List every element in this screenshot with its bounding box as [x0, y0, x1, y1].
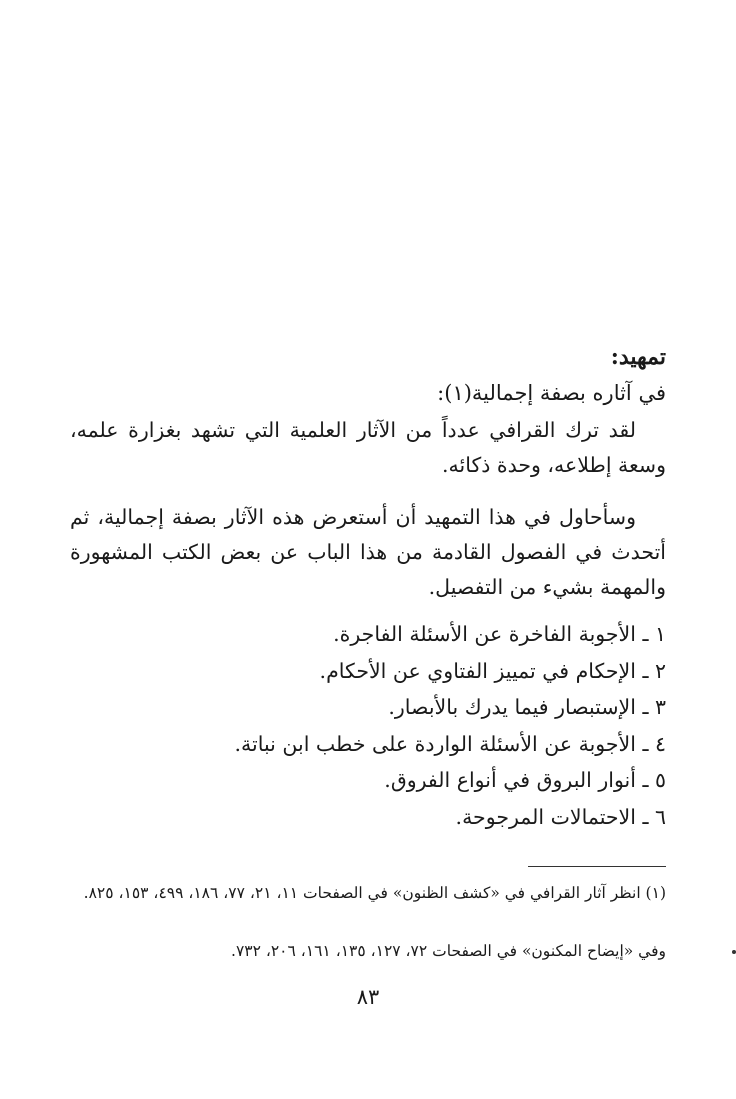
page-number: ٨٣	[356, 985, 380, 1009]
works-list	[235, 616, 666, 835]
list-item: ٤ ـ الأجوبة عن الأسئلة الواردة على خطب ابن نباتة.	[234, 731, 666, 756]
list-item: ٥ ـ أنوار البروق في أنواع الفروق.	[384, 768, 666, 792]
list-item: ٦ ـ الاحتمالات المرجوحة.	[455, 804, 666, 829]
margin-mark	[732, 950, 736, 954]
paragraph-intro	[70, 413, 666, 483]
footnote-2: وفي «إيضاح المكنون» في الصفحات ٧٢، ١٢٧، ١٣٥، ١٦١، ٢٠٦، ٧٣٢.	[231, 942, 666, 960]
footnote-1: (١) انظر آثار القرافي في «كشف الظنون» في الصفحات ١١، ٢١، ٧٧، ١٨٦، ٤٩٩، ١٥٣، ٨٢٥.	[83, 884, 666, 902]
list-item: ٣ ـ الإستبصار فيما يدرك بالأبصار.	[388, 695, 666, 719]
paragraph-plan-text: وسأحاول في هذا التمهيد أن أستعرض هذه الآثار بصفة إجمالية، ثم أتحدث في الفصول القادمة من هذا الباب عن بعض الكتب المشهورة والمهمة بشيء من التفصيل.	[70, 505, 666, 599]
paragraph-plan	[70, 500, 666, 605]
paragraph-intro-text: لقد ترك القرافي عدداً من الآثار العلمية التي تشهد بغزارة علمه، وسعة إطلاعه، وحدة ذكائه.	[70, 418, 666, 477]
section-heading: تمهيد:	[610, 344, 666, 370]
list-item: ١ ـ الأجوبة الفاخرة عن الأسئلة الفاجرة.	[333, 622, 666, 646]
subsection-heading: في آثاره بصفة إجمالية(١):	[437, 381, 666, 405]
footnote-divider	[528, 866, 666, 867]
list-item: ٢ ـ الإحكام في تمييز الفتاوي عن الأحكام.	[319, 658, 666, 683]
